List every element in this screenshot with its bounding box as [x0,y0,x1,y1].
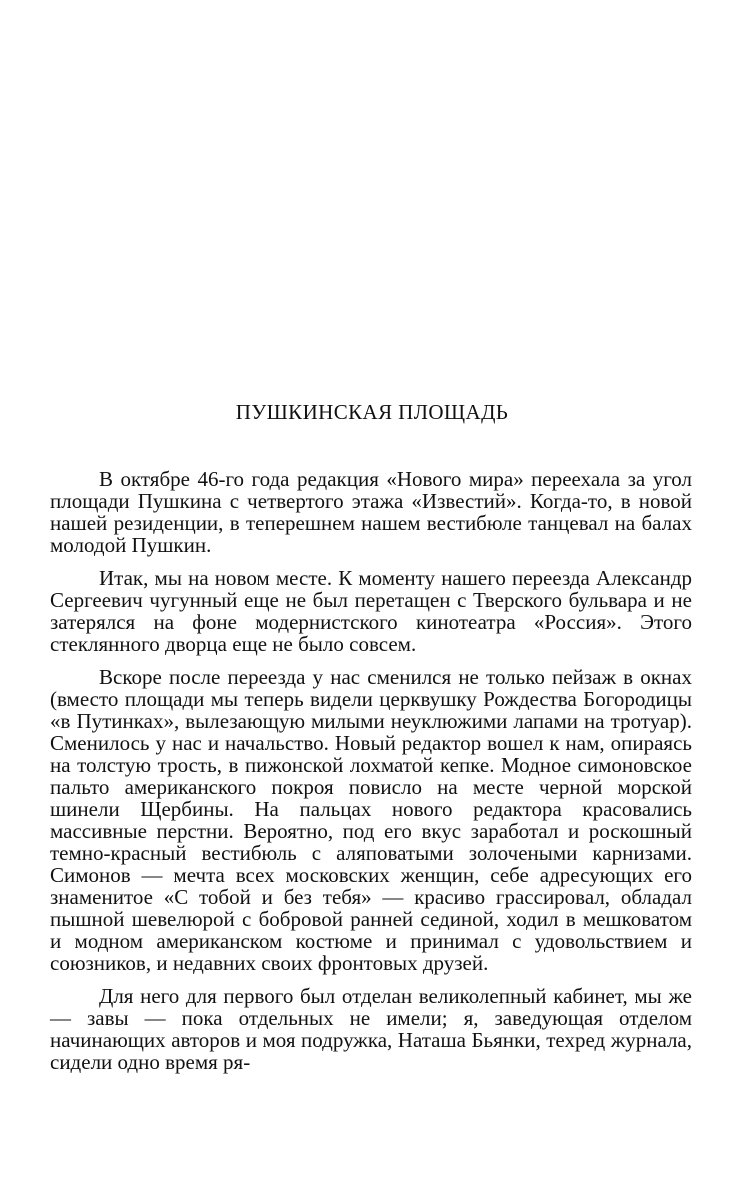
paragraph: Итак, мы на новом месте. К моменту нашего переезда Александр Сергеевич чугунный еще не был перетащен с Тверского бульвара и не затерялся на фоне модернистского кинотеатра «Россия». Этого стеклянного дворца еще не было совсем. [50,566,692,656]
chapter-title: ПУШКИНСКАЯ ПЛОЩАДЬ [235,400,509,424]
paragraph: Для него для первого был отделан великолепный кабинет, мы же — завы — пока отдельных не имели; я, заведующая отделом начинающих авторов и моя подружка, Наташа Бьянки, техред журнала, сидели одно время ря- [50,984,692,1074]
paragraph: В октябре 46-го года редакция «Нового мира» переехала за угол площади Пушкина с четвертого этажа «Известий». Когда-то, в новой нашей резиденции, в теперешнем нашем вестибюле танцевал на балах молодой Пушкин. [50,467,692,557]
paragraph: Вскоре после переезда у нас сменился не только пейзаж в окнах (вместо площади мы теперь видели церквушку Рождества Богородицы «в Путинках», вылезающую милыми неуклюжими лапами на тротуар). Сменилось у нас и начальство. Новый редактор вошел к нам, опираясь на толстую трость, в пижонской лохматой кепке. Модное симоновское пальто американского покроя повисло на месте черной морской шинели Щербины. На пальцах нового редактора красовались массивные перстни. Вероятно, под его вкус заработал и роскошный темно-красный вестибюль с аляповатыми золочеными карнизами. Симонов — мечта всех московских женщин, себе адресующих его знаменитое «С тобой и без тебя» — красиво грассировал, обладал пышной шевелюрой с бобровой ранней сединой, ходил в мешковатом и модном американском костюме и принимал с удовольствием и союзников, и недавних своих фронтовых друзей. [50,665,692,975]
body-text [50,468,692,1084]
